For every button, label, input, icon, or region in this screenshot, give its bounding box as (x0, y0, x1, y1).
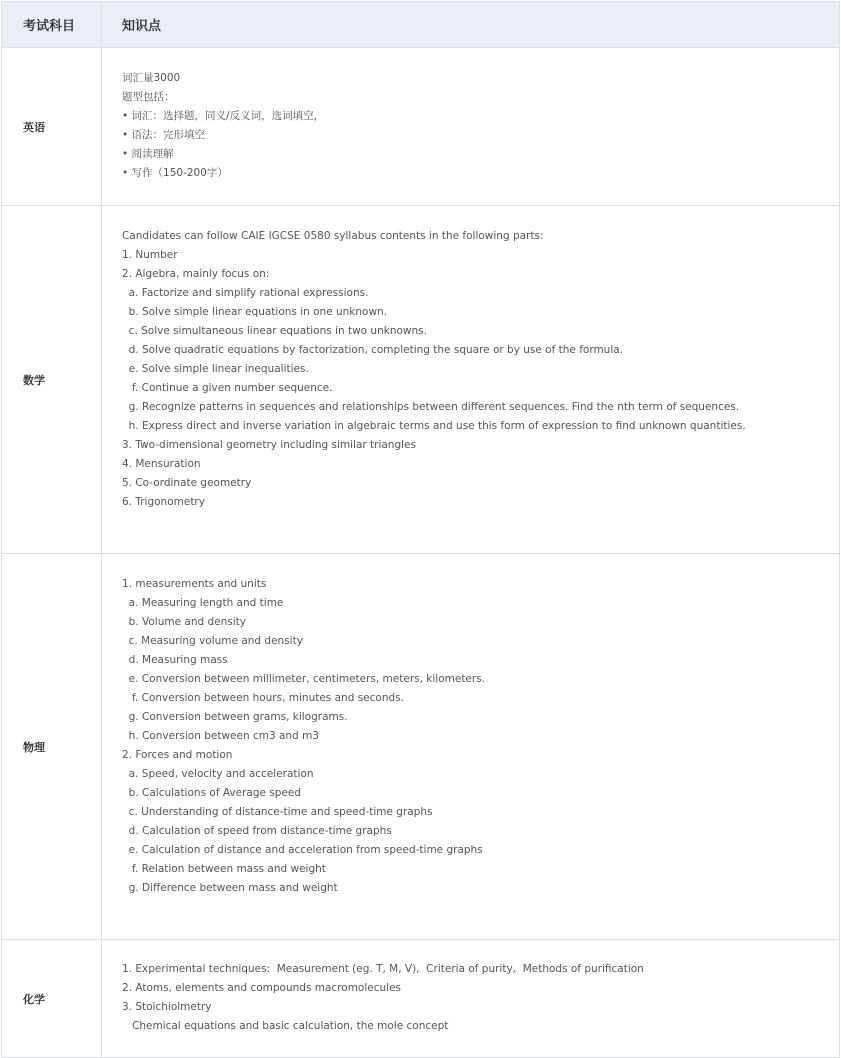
knowledge-line: 词汇量3000 (122, 72, 181, 84)
table-row-math (2, 206, 839, 554)
knowledge-line: a. Speed, velocity and acceleration (122, 768, 314, 780)
knowledge-line: 2. Forces and motion (122, 749, 233, 761)
knowledge-line: 2. Atoms, elements and compounds macromolecules (122, 982, 402, 994)
subject-cell: 化学 (2, 940, 102, 1057)
knowledge-cell (102, 554, 839, 939)
knowledge-line: b. Volume and density (122, 616, 246, 628)
knowledge-line: e. Calculation of distance and acceleration from speed-time graphs (122, 844, 483, 856)
knowledge-cell (102, 206, 839, 553)
syllabus-table (1, 1, 840, 1058)
knowledge-line: 题型包括： (122, 91, 175, 103)
knowledge-line: 3. Stoichiolmetry (122, 1001, 212, 1013)
subject-cell: 数学 (2, 206, 102, 553)
knowledge-line: g. Recognize patterns in sequences and relationships between different sequences. Find the nth term of sequences. (122, 401, 740, 413)
knowledge-line: a. Measuring length and time (122, 597, 284, 609)
knowledge-line: c. Solve simultaneous linear equations in two unknowns. (122, 325, 427, 337)
knowledge-line: 3. Two-dimensional geometry including similar triangles (122, 439, 416, 451)
table-row-english (2, 48, 839, 206)
knowledge-line: b. Calculations of Average speed (122, 787, 302, 799)
knowledge-line: • 语法：完形填空 (122, 129, 206, 141)
knowledge-line: d. Measuring mass (122, 654, 228, 666)
table-header (2, 2, 839, 48)
knowledge-line: 4. Mensuration (122, 458, 201, 470)
header-knowledge: 知识点 (122, 19, 162, 34)
knowledge-line: f. Conversion between hours, minutes and seconds. (122, 692, 404, 704)
header-subject: 考试科目 (2, 2, 102, 47)
table-row-physics (2, 554, 839, 940)
knowledge-cell (102, 48, 839, 205)
subject-cell: 物理 (2, 554, 102, 939)
knowledge-line: c. Measuring volume and density (122, 635, 303, 647)
knowledge-cell (102, 940, 839, 1057)
knowledge-line: b. Solve simple linear equations in one unknown. (122, 306, 388, 318)
knowledge-line: d. Solve quadratic equations by factorization, completing the square or by use of the formula. (122, 344, 624, 356)
knowledge-line: c. Understanding of distance-time and speed-time graphs (122, 806, 433, 818)
knowledge-line: d. Calculation of speed from distance-time graphs (122, 825, 392, 837)
knowledge-line: 1. Experimental techniques: Measurement (eg. T, M, V), Criteria of purity, Methods of purification (122, 963, 644, 975)
knowledge-line: 5. Co-ordinate geometry (122, 477, 252, 489)
knowledge-line: a. Factorize and simplify rational expressions. (122, 287, 369, 299)
knowledge-line: 6. Trigonometry (122, 496, 205, 508)
table-row-chemistry (2, 940, 839, 1057)
knowledge-line: h. Express direct and inverse variation in algebraic terms and use this form of expression to find unknown quantities. (122, 420, 746, 432)
knowledge-line: h. Conversion between cm3 and m3 (122, 730, 319, 742)
knowledge-line: 1. Number (122, 249, 178, 261)
knowledge-line: f. Relation between mass and weight (122, 863, 326, 875)
knowledge-line: • 词汇：选择题，同义/反义词，选词填空， (122, 110, 325, 122)
knowledge-line: g. Difference between mass and weight (122, 882, 338, 894)
knowledge-line: e. Solve simple linear inequalities. (122, 363, 309, 375)
knowledge-line: 1. measurements and units (122, 578, 267, 590)
subject-cell: 英语 (2, 48, 102, 205)
knowledge-line: 2. Algebra, mainly focus on: (122, 268, 270, 280)
knowledge-line: e. Conversion between millimeter, centimeters, meters, kilometers. (122, 673, 486, 685)
knowledge-line: f. Continue a given number sequence. (122, 382, 333, 394)
knowledge-line: Chemical equations and basic calculation, the mole concept (122, 1020, 449, 1032)
knowledge-line: Candidates can follow CAIE IGCSE 0580 syllabus contents in the following parts: (122, 230, 544, 242)
knowledge-line: g. Conversion between grams, kilograms. (122, 711, 348, 723)
knowledge-line: • 写作（150-200字） (122, 167, 228, 179)
knowledge-line: • 阅读理解 (122, 148, 174, 160)
